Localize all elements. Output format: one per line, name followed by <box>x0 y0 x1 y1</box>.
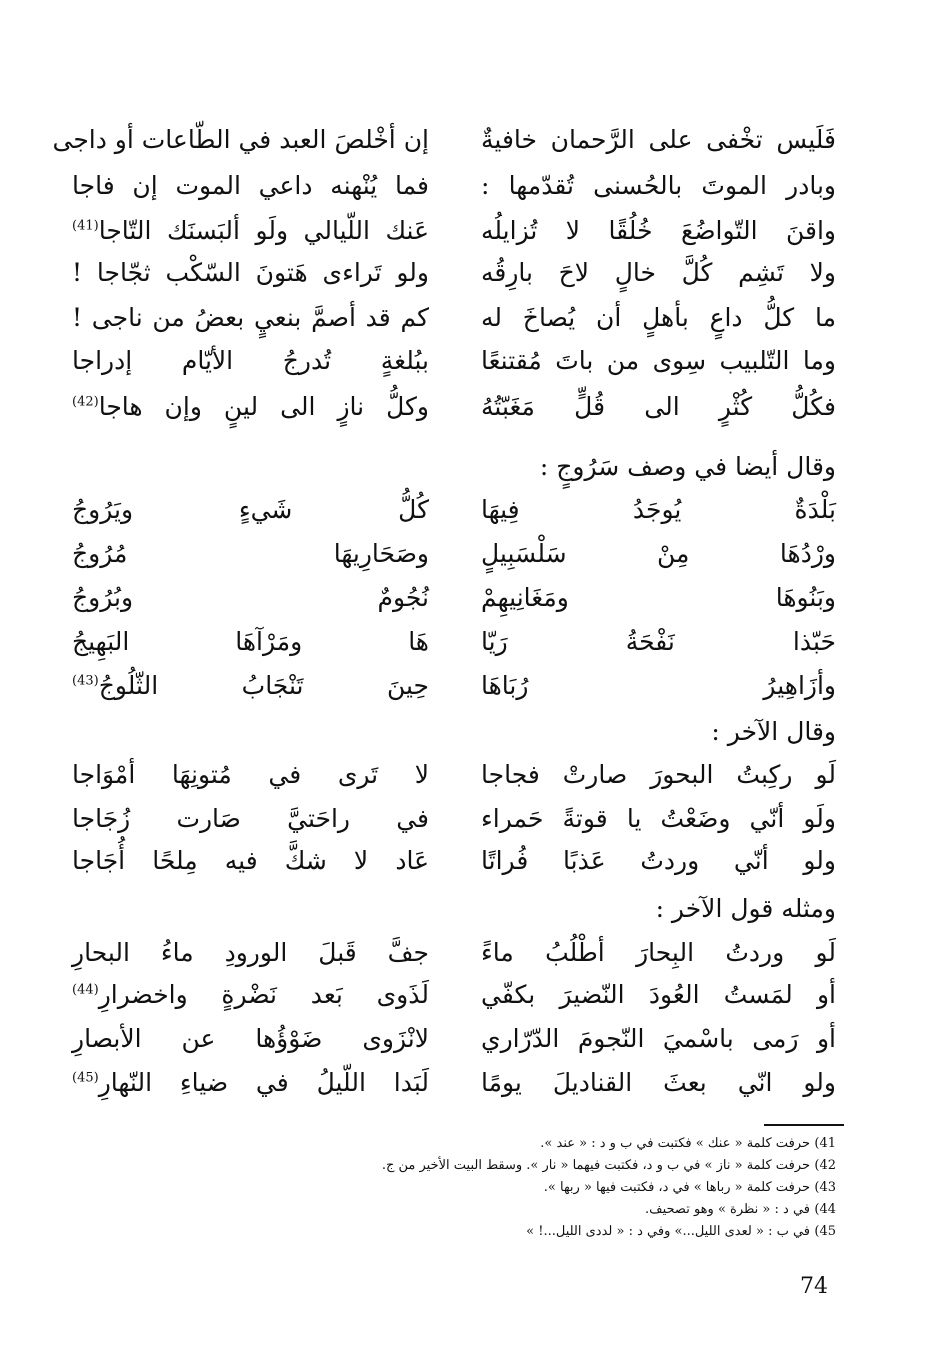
verse-hemistich-left: ببُلغةٍ تُدرجُ الأيّام إدراجا <box>72 346 429 375</box>
footnote-text: حرفت كلمة « رباها » في د، فكتبت فيها « ربها ». <box>543 1180 810 1195</box>
footnote <box>96 1199 836 1221</box>
verse-hemistich-left: لا تَرى في مُتونِهَا أمْوَاجا <box>72 760 429 789</box>
verse-hemistich-left: لَبَدا اللّيلُ في ضياءِ النّهارِ$^{(45)}$ <box>72 1068 429 1097</box>
poem-introduction: وقال أيضا في وصف سَرُوجٍ : <box>539 452 836 481</box>
verse-hemistich-right: أو رَمى باسْميَ النّجومَ الدّرّاري <box>481 1024 836 1053</box>
verse-hemistich-left: عَنك اللّيالي ولَو ألبَسنَك التّاجا$^{(41)}$ <box>72 216 429 245</box>
verse-hemistich-left: نُجُومٌ وبُرُوجُ <box>72 583 429 612</box>
footnote <box>96 1155 836 1177</box>
poem-introduction: وقال الآخر : <box>711 717 836 746</box>
verse-hemistich-right: واقنَ التّواضُعَ خُلُقًا لا تُزايلُه <box>481 216 836 245</box>
footnote-marker: (41) <box>72 218 99 234</box>
footnote-marker: (44) <box>72 982 99 998</box>
verse-hemistich-right: لَو وردتُ البِحارَ أطْلُبُ ماءً <box>481 938 836 967</box>
footnotes <box>96 1133 836 1243</box>
verse-hemistich-left: كم قد أصمَّ بنعيٍ بعضُ من ناجى ! <box>72 303 429 332</box>
verse-hemistich-right: أو لمَستُ العُودَ النّضيرَ بكفّي <box>481 980 836 1009</box>
verse-hemistich-left: وكلُّ نازٍ الى لينٍ وإن هاجا$^{(42)}$ <box>72 392 429 421</box>
footnote <box>96 1221 836 1243</box>
verse-hemistich-right: بَلْدَةٌ يُوجَدُ فِيهَا <box>481 495 836 524</box>
footnote-text: في د : « نظرة » وهو تصحيف. <box>645 1202 810 1217</box>
verse-hemistich-left: إن أخْلصَ العبد في الطّاعات أو داجى <box>52 125 429 154</box>
verse-hemistich-left: لانْزَوى ضَوْؤُها عن الأبصارِ <box>72 1024 429 1053</box>
footnote-text: حرفت كلمة « ناز » في ب و د، فكتبت فيهما « نار ». وسقط البيت الأخير من ج. <box>381 1158 810 1173</box>
verse-hemistich-left: فما يُنْهنه داعي الموت إن فاجا <box>72 171 429 200</box>
footnote-marker: (43) <box>72 673 99 689</box>
verse-hemistich-left: هَا ومَرْآهَا البَهِيجُ <box>72 627 429 656</box>
footnote-number: 45) <box>814 1224 836 1239</box>
footnote-number: 41) <box>814 1136 836 1151</box>
verse-hemistich-right: فَلَيس تخْفى على الرَّحمان خافيةٌ <box>481 125 836 154</box>
verse-hemistich-left: عَاد لا شكَّ فيه مِلحًا أُجَاجا <box>72 846 429 875</box>
verse-hemistich-left: حِينَ تَنْجَابُ الثّلُوجُ$^{(43)}$ <box>72 671 429 700</box>
verse-hemistich-left: في راحَتيَّ صَارت زُجَاجا <box>72 804 429 833</box>
verse-hemistich-right: ولو انّي بعثَ القناديلَ يومًا <box>481 1068 836 1097</box>
verse-hemistich-left: جفَّ قَبلَ الورودِ ماءُ البحارِ <box>72 938 429 967</box>
footnote-marker: (42) <box>72 394 99 410</box>
footnote-text: حرفت كلمة « عنك » فكتبت في ب و د : « عند ». <box>540 1136 810 1151</box>
footnote-number: 42) <box>814 1158 836 1173</box>
footnote <box>96 1177 836 1199</box>
verse-hemistich-right: ما كلُّ داعٍ بأهلٍ أن يُصاخَ له <box>481 303 836 332</box>
verse-hemistich-right: حَبّذا نَفْحَةُ رَيّا <box>481 627 836 656</box>
verse-hemistich-left: وصَحَارِيهَا مُرُوجُ <box>72 539 429 568</box>
verse-hemistich-right: وما التّلبيب سِوى من باتَ مُقتنعًا <box>481 346 836 375</box>
verse-hemistich-right: ولَو أنّي وضَعْتُ يا قوتةً حَمراء <box>481 804 836 833</box>
verse-hemistich-right: وبادر الموتَ بالحُسنى تُقدّمها : <box>481 171 836 200</box>
footnote-marker: (45) <box>72 1070 99 1086</box>
verse-hemistich-left: لَذَوى بَعد نَضْرةٍ واخضرارِ$^{(44)}$ <box>72 980 429 1009</box>
verse-hemistich-right: وبَنُوهَا ومَغَانِيهِمْ <box>481 583 836 612</box>
verse-hemistich-right: فكُلُّ كُثْرٍ الى قُلٍّ مَغَبّتُهُ <box>481 392 836 421</box>
verse-hemistich-right: ورْدُهَا مِنْ سَلْسَبِيلٍ <box>481 539 836 568</box>
verse-hemistich-right: ولا تَشِم كُلَّ خالٍ لاحَ بارِقُه <box>481 258 836 287</box>
verse-hemistich-right: لَو ركِبتُ البحورَ صارتْ فجاجا <box>481 760 836 789</box>
verse-hemistich-left: كُلُّ شَيءٍ ويَرُوجُ <box>72 495 429 524</box>
verse-hemistich-left: ولو تَراءى هَتونَ السّكْب ثجّاجا ! <box>72 258 429 287</box>
footnote-separator <box>764 1124 844 1126</box>
footnote-text: في ب : « لعدى الليل...» وفي د : « لددى الليل...! » <box>526 1224 810 1239</box>
footnote <box>96 1133 836 1155</box>
poem-introduction: ومثله قول الآخر : <box>655 894 836 923</box>
footnote-number: 44) <box>814 1202 836 1217</box>
verse-hemistich-right: ولو أنّي وردتُ عَذبًا فُراتًا <box>481 846 836 875</box>
footnote-number: 43) <box>814 1180 836 1195</box>
page-number: 74 <box>800 1274 828 1299</box>
verse-hemistich-right: وأزَاهِيرُ رُبَاهَا <box>481 671 836 700</box>
